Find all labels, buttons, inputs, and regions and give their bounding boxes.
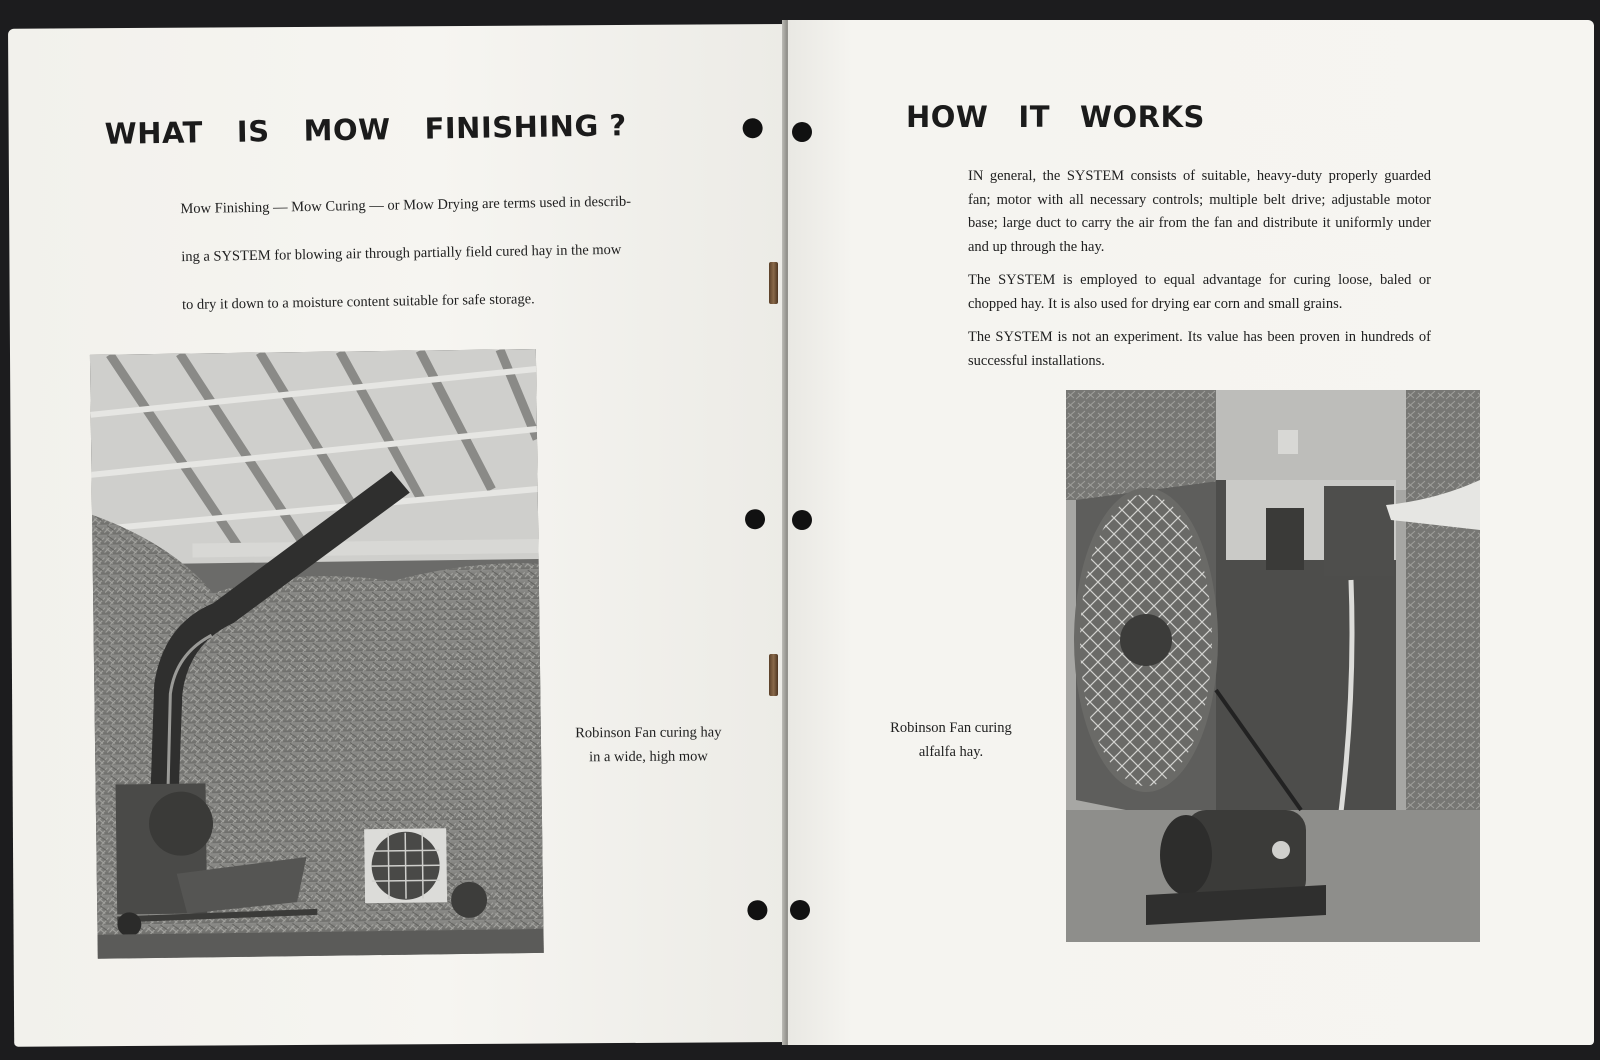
right-page [788,20,1594,1045]
punch-hole [743,118,763,138]
intro-line: to dry it down to a moisture content suitable for safe storage. [181,291,535,314]
heading-word: MOW [303,112,391,148]
intro-line: Mow Finishing — Mow Curing — or Mow Drying are terms used in describ- [180,193,632,218]
paragraph: The SYSTEM is not an experiment. Its value has been proven in hundreds of successful installations. [968,329,1431,369]
caption-line: Robinson Fan curing [890,720,1012,736]
left-photo-caption [560,720,736,769]
punch-hole [747,900,767,920]
heading-word: HOW [906,100,989,134]
right-heading [906,100,1205,134]
caption-line: in a wide, high mow [589,748,708,766]
left-page [8,24,792,1047]
heading-word: IS [236,114,270,149]
caption-line: Robinson Fan curing hay [575,724,722,742]
heading-word: IT [1018,100,1050,134]
left-heading [104,108,627,151]
paragraph: IN general, the SYSTEM consists of suitable, heavy-duty properly guarded fan; motor with all necessary controls; multiple belt drive; adjustable motor base; large duct to carry the air from the fan and distribute it uniformly under and up through the hay. [968,168,1431,255]
punch-hole [792,510,812,530]
heading-word: WHAT [104,115,204,151]
punch-hole [792,122,812,142]
punch-hole [790,900,810,920]
caption-line: alfalfa hay. [918,744,984,760]
punch-hole [745,509,765,529]
staple [769,262,778,304]
staple [769,654,778,696]
barn-mow-illustration [90,349,544,959]
barn-mow-photo [90,349,544,959]
paragraph: The SYSTEM is employed to equal advantage for curing loose, baled or chopped hay. It is also used for drying ear corn and small grains. [968,272,1431,312]
fan-photo [1066,390,1480,942]
heading-word: WORKS [1080,100,1205,134]
intro-paragraph [180,194,642,346]
heading-word: FINISHING ? [424,108,627,146]
how-it-works-text [968,165,1431,383]
fan-illustration [1066,390,1480,942]
right-photo-caption [868,716,1034,764]
intro-line: ing a SYSTEM for blowing air through partially field cured hay in the mow [181,241,622,266]
